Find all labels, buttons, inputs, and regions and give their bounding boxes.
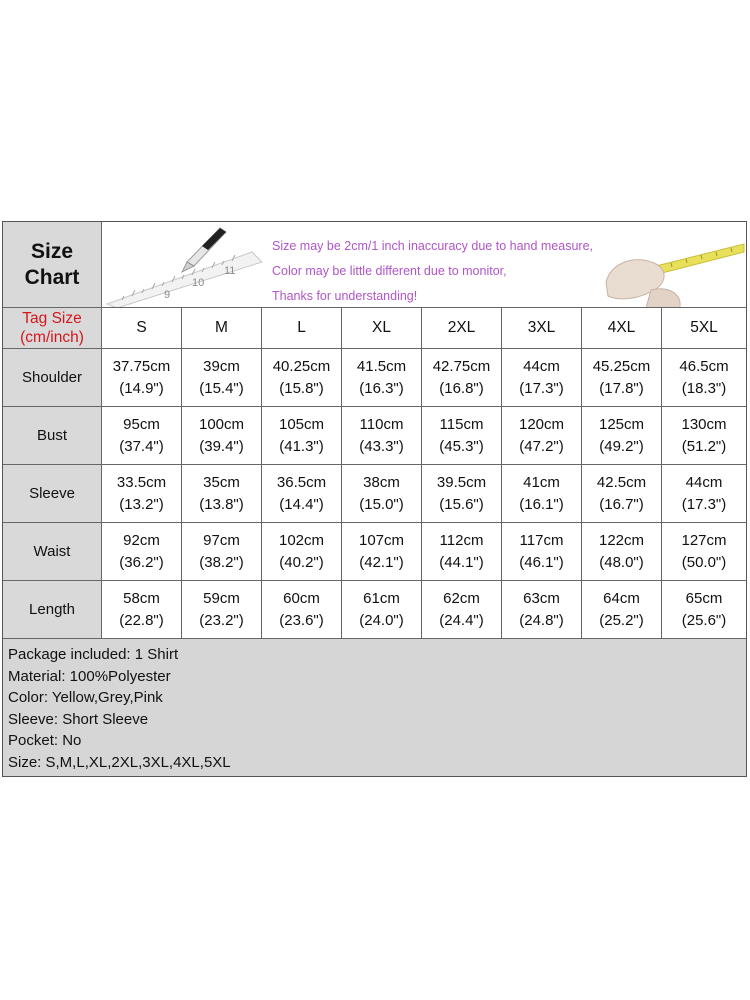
- cm-value: 105cm: [278, 415, 325, 433]
- product-info: [3, 639, 746, 776]
- measurement-cell: [422, 465, 502, 523]
- measurement-row: [3, 523, 746, 581]
- inch-value: (41.3"): [279, 437, 324, 455]
- cm-value: 62cm: [443, 589, 480, 607]
- inch-value: (23.6"): [279, 611, 324, 629]
- cm-value: 130cm: [681, 415, 727, 433]
- inch-value: (39.4"): [199, 437, 244, 455]
- inch-value: (15.0"): [359, 495, 404, 513]
- inch-value: (17.3"): [519, 379, 564, 397]
- cm-value: 61cm: [363, 589, 400, 607]
- measurement-row: [3, 407, 746, 465]
- measurement-cell: [262, 349, 342, 407]
- tape-measure-hand-illustration: [596, 222, 746, 308]
- cm-value: 44cm: [523, 357, 560, 375]
- measurement-cell: [342, 465, 422, 523]
- inch-value: (14.9"): [119, 379, 164, 397]
- cm-value: 115cm: [439, 415, 484, 433]
- inch-value: (17.3"): [681, 495, 727, 513]
- note-line: Thanks for understanding!: [272, 289, 418, 303]
- size-header: 4XL: [582, 308, 662, 349]
- inch-value: (51.2"): [681, 437, 727, 455]
- inch-value: (22.8"): [119, 611, 164, 629]
- inch-value: (38.2"): [199, 553, 244, 571]
- info-material: Material: 100%Polyester: [8, 667, 171, 685]
- cm-value: 65cm: [685, 589, 723, 607]
- measurement-row: [3, 465, 746, 523]
- measurement-cell: [102, 407, 182, 465]
- ruler-number: 9: [164, 289, 171, 301]
- inch-value: (40.2"): [279, 553, 324, 571]
- measurement-label: Shoulder: [3, 349, 102, 407]
- inch-value: (16.8"): [439, 379, 484, 397]
- measurement-label: Waist: [3, 523, 102, 581]
- inch-value: (46.1"): [519, 553, 564, 571]
- measurement-cell: [502, 523, 582, 581]
- cm-value: 36.5cm: [276, 473, 327, 491]
- measurement-cell: [102, 349, 182, 407]
- cm-value: 97cm: [203, 531, 240, 549]
- cm-value: 60cm: [283, 589, 320, 607]
- measurement-cell: [262, 581, 342, 639]
- measurement-cell: [662, 349, 746, 407]
- cm-value: 59cm: [203, 589, 240, 607]
- inch-value: (25.6"): [681, 611, 727, 629]
- measurement-cell: [342, 407, 422, 465]
- inch-value: (42.1"): [359, 553, 404, 571]
- ruler-pencil-illustration: [102, 222, 272, 308]
- cm-value: 92cm: [123, 531, 160, 549]
- inch-value: (49.2"): [599, 437, 644, 455]
- cm-value: 63cm: [523, 589, 560, 607]
- ruler-number: 11: [224, 265, 236, 277]
- measurement-row: [3, 349, 746, 407]
- inch-value: (23.2"): [199, 611, 244, 629]
- measurement-cell: [182, 465, 262, 523]
- inch-value: (48.0"): [599, 553, 644, 571]
- info-pocket: Pocket: No: [8, 732, 82, 749]
- measurement-cell: [262, 523, 342, 581]
- measurement-cell: [262, 465, 342, 523]
- measurement-cell: [182, 581, 262, 639]
- measurement-cell: [502, 407, 582, 465]
- measurement-row: [3, 581, 746, 639]
- size-header: 3XL: [502, 308, 582, 349]
- measurement-notes: [272, 234, 593, 308]
- cm-value: 35cm: [203, 473, 240, 491]
- measurement-cell: [422, 523, 502, 581]
- measurement-cell: [102, 465, 182, 523]
- inch-value: (16.1"): [519, 495, 564, 513]
- cm-value: 39cm: [203, 357, 240, 375]
- inch-value: (24.8"): [519, 611, 564, 629]
- size-header: M: [182, 308, 262, 349]
- inch-value: (43.3"): [359, 437, 404, 455]
- cm-value: 46.5cm: [679, 357, 729, 375]
- measurement-cell: [342, 581, 422, 639]
- cm-value: 40.25cm: [272, 357, 331, 375]
- measurement-cell: [182, 407, 262, 465]
- measurement-label: Length: [3, 581, 102, 639]
- info-sleeve: Sleeve: Short Sleeve: [8, 710, 149, 728]
- cm-value: 107cm: [358, 531, 405, 549]
- cm-value: 102cm: [278, 531, 325, 549]
- size-header: 5XL: [662, 308, 746, 349]
- inch-value: (14.4"): [279, 495, 324, 513]
- size-header: L: [262, 308, 342, 349]
- measurement-cell: [582, 523, 662, 581]
- inch-value: (16.7"): [599, 495, 644, 513]
- cm-value: 45.25cm: [592, 357, 651, 375]
- measurement-cell: [182, 349, 262, 407]
- measurement-cell: [582, 581, 662, 639]
- title-line-2: Chart: [24, 265, 80, 289]
- cm-value: 122cm: [598, 531, 645, 549]
- size-chart-title: [3, 222, 102, 308]
- chart-header-row: [3, 222, 746, 308]
- cm-value: 41cm: [523, 473, 560, 491]
- tag-size-label: Tag Size (cm/inch): [3, 308, 102, 349]
- inch-value: (24.4"): [439, 611, 484, 629]
- inch-value: (47.2"): [519, 437, 564, 455]
- size-header: S: [102, 308, 182, 349]
- cm-value: 110cm: [359, 415, 404, 433]
- inch-value: (44.1"): [439, 553, 484, 571]
- info-package: Package included: 1 Shirt: [8, 646, 179, 663]
- inch-value: (15.6"): [439, 495, 484, 513]
- size-header: XL: [342, 308, 422, 349]
- inch-value: (24.0"): [359, 611, 404, 629]
- size-header: 2XL: [422, 308, 502, 349]
- measurement-cell: [422, 581, 502, 639]
- measurement-cell: [422, 407, 502, 465]
- cm-value: 41.5cm: [356, 357, 407, 375]
- inch-value: (18.3"): [681, 379, 727, 397]
- cm-value: 112cm: [439, 531, 484, 549]
- measurement-cell: [342, 349, 422, 407]
- cm-value: 33.5cm: [116, 473, 167, 491]
- measurement-cell: [502, 465, 582, 523]
- inch-value: (25.2"): [599, 611, 644, 629]
- inch-value: (45.3"): [439, 437, 484, 455]
- ruler-number: 10: [192, 277, 205, 289]
- inch-value: (17.8"): [599, 379, 644, 397]
- cm-value: 39.5cm: [436, 473, 487, 491]
- cm-value: 64cm: [603, 589, 640, 607]
- inch-value: (36.2"): [119, 553, 164, 571]
- measurement-cell: [662, 581, 746, 639]
- info-color: Color: Yellow,Grey,Pink: [8, 689, 163, 706]
- measurement-cell: [502, 581, 582, 639]
- cm-value: 38cm: [363, 473, 400, 491]
- cm-value: 58cm: [123, 589, 160, 607]
- cm-value: 125cm: [598, 415, 645, 433]
- measurement-cell: [662, 465, 746, 523]
- cm-value: 44cm: [685, 473, 723, 491]
- cm-value: 100cm: [198, 415, 245, 433]
- cm-value: 127cm: [681, 531, 727, 549]
- inch-value: (50.0"): [681, 553, 727, 571]
- measurement-cell: [662, 523, 746, 581]
- measurement-cell: [502, 349, 582, 407]
- measurement-cell: [102, 581, 182, 639]
- cm-value: 117cm: [519, 531, 564, 549]
- measurement-cell: [582, 465, 662, 523]
- tag-size-row: [3, 308, 746, 349]
- measurement-label: Bust: [3, 407, 102, 465]
- measurement-cell: [102, 523, 182, 581]
- inch-value: (16.3"): [359, 379, 404, 397]
- cm-value: 42.75cm: [432, 357, 491, 375]
- measurement-cell: [582, 349, 662, 407]
- measurement-cell: [582, 407, 662, 465]
- inch-value: (15.4"): [199, 379, 244, 397]
- cm-value: 37.75cm: [112, 357, 171, 375]
- measurement-cell: [422, 349, 502, 407]
- cm-value: 95cm: [123, 415, 160, 433]
- cm-value: 120cm: [518, 415, 565, 433]
- info-size: Size: S,M,L,XL,2XL,3XL,4XL,5XL: [8, 753, 231, 771]
- measurement-cell: [182, 523, 262, 581]
- inch-value: (37.4"): [119, 437, 164, 455]
- measurement-label: Sleeve: [3, 465, 102, 523]
- inch-value: (13.2"): [119, 495, 164, 513]
- inch-value: (15.8"): [279, 379, 324, 397]
- cm-value: 42.5cm: [596, 473, 647, 491]
- measurement-banner: [102, 222, 746, 308]
- title-line-1: Size: [30, 239, 74, 263]
- measurement-cell: [342, 523, 422, 581]
- note-line: Color may be little different due to monitor,: [272, 264, 507, 278]
- measurement-cell: [262, 407, 342, 465]
- measurement-cell: [662, 407, 746, 465]
- inch-value: (13.8"): [199, 495, 244, 513]
- note-line: Size may be 2cm/1 inch inaccuracy due to hand measure,: [272, 239, 594, 253]
- size-chart-table: [2, 221, 747, 777]
